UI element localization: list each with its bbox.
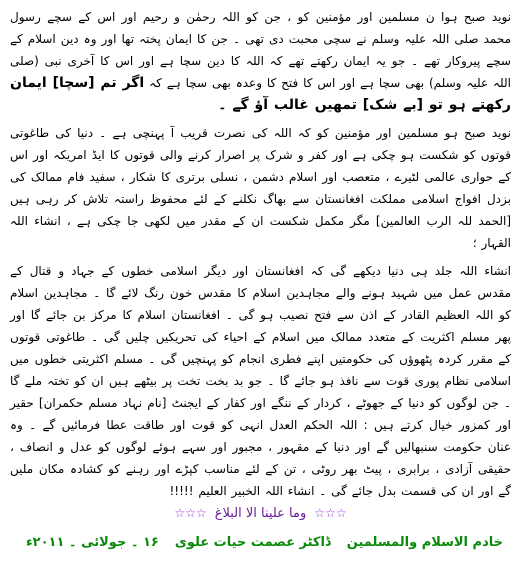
paragraph-1-bold-quote: اگر تم [سچا] ایمان رکھتے ہو تو [بے شک] تمھیں غالب آؤ گے ۔ xyxy=(10,75,511,113)
stars-right: ☆☆☆ xyxy=(314,506,347,520)
paragraph-1-text: نوید صبح ہوا ن مسلمین اور مؤمنین کو ، جن کو اللہ رحمٰن و رحیم اور اس کے سچے رسول محمد صلی اللہ علیہ وسلم نے سچی محبت دی تھی ۔ جن کا ایمان پختہ تھا اور وہ دین اسلام کے سچے پیروکار تھے ۔ جو یہ ایمان رکھتے تھے کہ اللہ کا دین سچا ہے اور اس کا آخری نبی (صلی اللہ علیہ وسلم) بھی سچا ہے اور اس کا فتح کا وعدہ بھی سچا ہے کہ xyxy=(10,10,511,90)
closing-separator xyxy=(10,506,511,521)
paragraph-3-text: انشاء اللہ جلد ہی دنیا دیکھے گی کہ افغانستان اور دیگر اسلامی خطوں کے جہاد و قتال کے مقدس عمل میں شہید ہونے والے مجاہدین اسلام کا مقدس خون رنگ لائے گا ۔ مجاہدین اسلام کو اللہ العظیم القادر کے اذن سے فتح نصیب ہو گی ۔ افغانستان اسلام کا مرکز بن جائے گا اور پھر مسلم اکثریت کے متعدد ممالک میں اسلام کے احیاء کی تحریکیں چلیں گی ۔ طاغوتی قوتوں کے مقرر کردہ پٹھوؤں کی حکومتیں اپنے فطری انجام کو پہنچیں گی ۔ مسلم اکثریتی خطوں میں اسلامی نظام پوری قوت سے نافذ ہو جائے گا ۔ جو بد بخت تخت پر بیٹھے ہیں ان کو تختہ ملے گا ۔ جن لوگوں کو دنیا کے جھوٹے ، کردار کے ننگے اور کفار کے ایجنٹ [نام نہاد مسلم حکمران] حقیر اور کمزور خیال کرتے ہیں : اللہ الحکم العدل انہی کو قوت اور طاقت عطا فرمائیں گے ۔ وہ عنان حکومت سنبھالیں گے اور دنیا کے مقہور ، مجبور اور سہے ہوئے لوگوں کو عدل و انصاف ، حقیقی آزادی ، برابری ، پیٹ بھر روٹی ، تن کے لئے مناسب کپڑے اور رہنے کو کشادہ مکان ملیں گے اور ان کی قسمت بدل جائے گی ۔ انشاء اللہ الخبیر العلیم !!!!! xyxy=(10,264,511,498)
paragraph-2 xyxy=(10,122,511,254)
footer-author: ڈاکٹر عصمت حیات علوی xyxy=(174,535,331,550)
signature-footer xyxy=(10,535,511,550)
paragraph-2-text: نوید صبح ہو مسلمین اور مؤمنین کو کہ اللہ کی نصرت قریب آ پہنچی ہے ۔ دنیا کی طاغوتی قوتوں کو شکست ہو چکی ہے اور کفر و شرک پر اصرار کرنے والی قوتوں کا ایڈ امریکہ اور اس کے حواری عالمی لٹیرے ، متعصب اور اسلام دشمن ، نسلی برتری کا شکار ، سفید فام ممالک کی بزدل افواج اسلامی مملکت افغانستان سے بھاگ نکلنے کے لئے محفوظ راستہ تلاش کر رہی ہیں [الحمد للہ الرب العالمین] مگر مکمل شکست ان کے مقدر میں لکھی جا چکی ہے ، انشاء اللہ القہار ؛ xyxy=(10,126,511,250)
paragraph-1 xyxy=(10,6,511,116)
paragraph-3 xyxy=(10,260,511,502)
stars-left: ☆☆☆ xyxy=(174,506,207,520)
closing-phrase: وما علینا الا البلاغ xyxy=(214,506,307,521)
footer-org: خادم الاسلام والمسلمین xyxy=(346,535,503,550)
footer-date: ۱۶ ۔ جولائی ۔ ۲۰۱۱ء xyxy=(26,535,159,550)
